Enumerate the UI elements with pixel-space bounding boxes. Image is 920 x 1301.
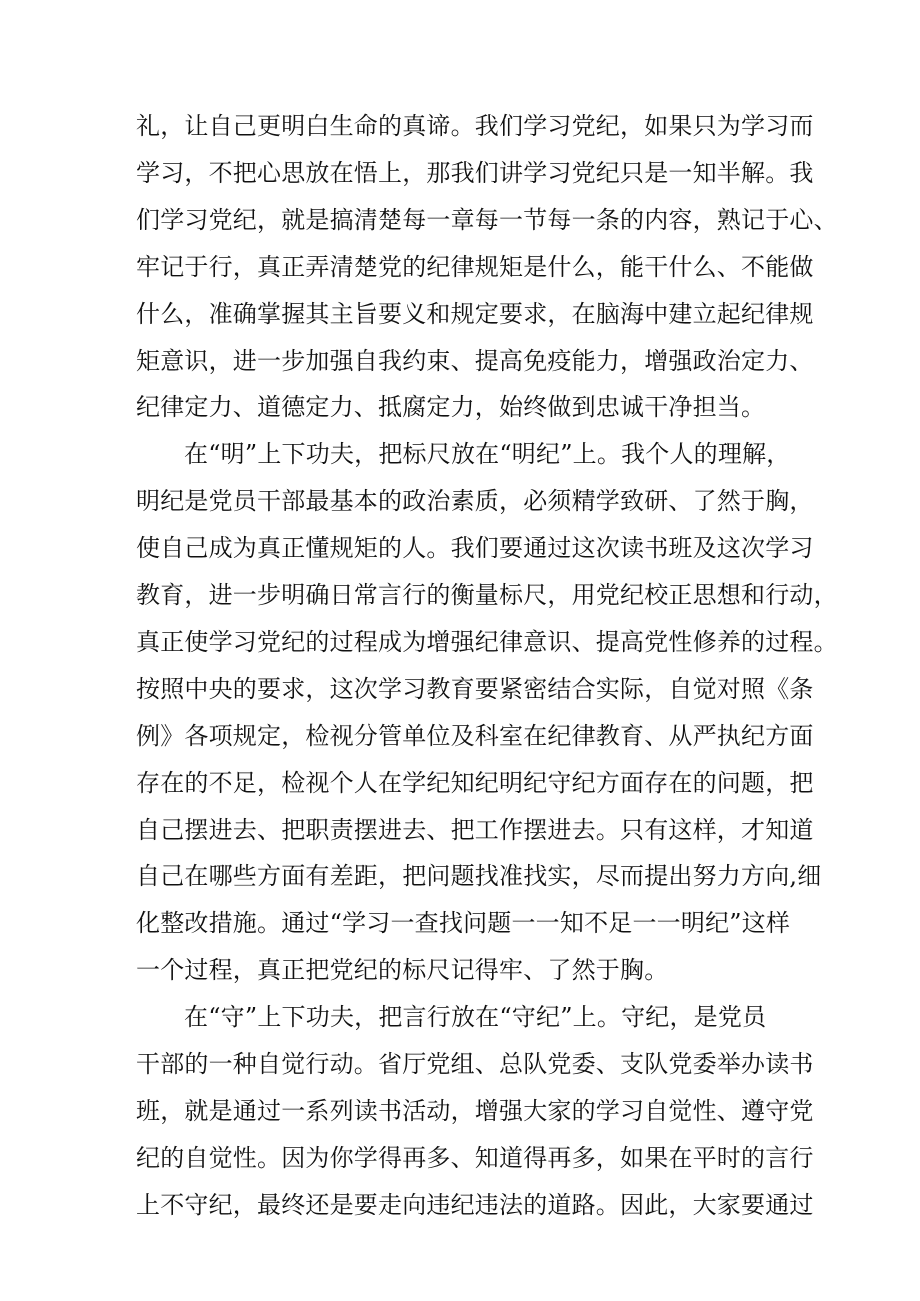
text-line: 纪的自觉性。因为你学得再多、知道得再多，如果在平时的言行 — [136, 1144, 814, 1172]
text-line: 教育，进一步明确日常言行的衡量标尺，用党纪校正思想和行动， — [136, 581, 838, 609]
text-line: 在“守”上下功夫，把言行放在“守纪”上。守纪，是党员 — [184, 1003, 767, 1031]
text-line: 班，就是通过一系列读书活动，增强大家的学习自觉性、遵守党 — [136, 1097, 814, 1125]
text-line: 使自己成为真正懂规矩的人。我们要通过这次读书班及这次学习 — [136, 534, 814, 562]
text-line: 按照中央的要求，这次学习教育要紧密结合实际，自觉对照《条 — [136, 675, 814, 703]
text-line: 明纪是党员干部最基本的政治素质，必须精学致研、了然于胸， — [136, 487, 814, 515]
text-line: 一个过程，真正把党纪的标尺记得牢、了然于胸。 — [136, 956, 669, 984]
text-line: 矩意识，进一步加强自我约束、提高免疫能力，增强政治定力、 — [136, 347, 814, 375]
text-line: 学习，不把心思放在悟上，那我们讲学习党纪只是一知半解。我 — [136, 159, 814, 187]
text-line: 纪律定力、道德定力、抵腐定力，始终做到忠诚干净担当。 — [136, 393, 766, 421]
text-line: 化整改措施。通过“学习一查找问题一一知不足一一明纪”这样 — [136, 909, 791, 937]
text-line: 牢记于行，真正弄清楚党的纪律规矩是什么，能干什么、不能做 — [136, 253, 814, 281]
text-line: 例》各项规定，检视分管单位及科室在纪律教育、从严执纪方面 — [136, 722, 814, 750]
text-line: 们学习党纪，就是搞清楚每一章每一节每一条的内容，熟记于心、 — [136, 206, 838, 234]
text-line: 什么，准确掌握其主旨要义和规定要求，在脑海中建立起纪律规 — [136, 300, 814, 328]
text-line: 真正使学习党纪的过程成为增强纪律意识、提高党性修养的过程。 — [136, 628, 838, 656]
text-line: 在“明”上下功夫，把标尺放在“明纪”上。我个人的理解， — [184, 440, 791, 468]
text-line: 自己在哪些方面有差距，把问题找准找实，尽而提出努力方向,细 — [136, 862, 822, 890]
text-line: 礼，让自己更明白生命的真谛。我们学习党纪，如果只为学习而 — [136, 112, 814, 140]
text-line: 干部的一种自觉行动。省厅党组、总队党委、支队党委举办读书 — [136, 1050, 814, 1078]
text-line: 自己摆进去、把职责摆进去、把工作摆进去。只有这样，才知道 — [136, 816, 814, 844]
text-line: 存在的不足，检视个人在学纪知纪明纪守纪方面存在的问题，把 — [136, 769, 814, 797]
text-line: 上不守纪，最终还是要走向违纪违法的道路。因此，大家要通过 — [136, 1191, 814, 1219]
